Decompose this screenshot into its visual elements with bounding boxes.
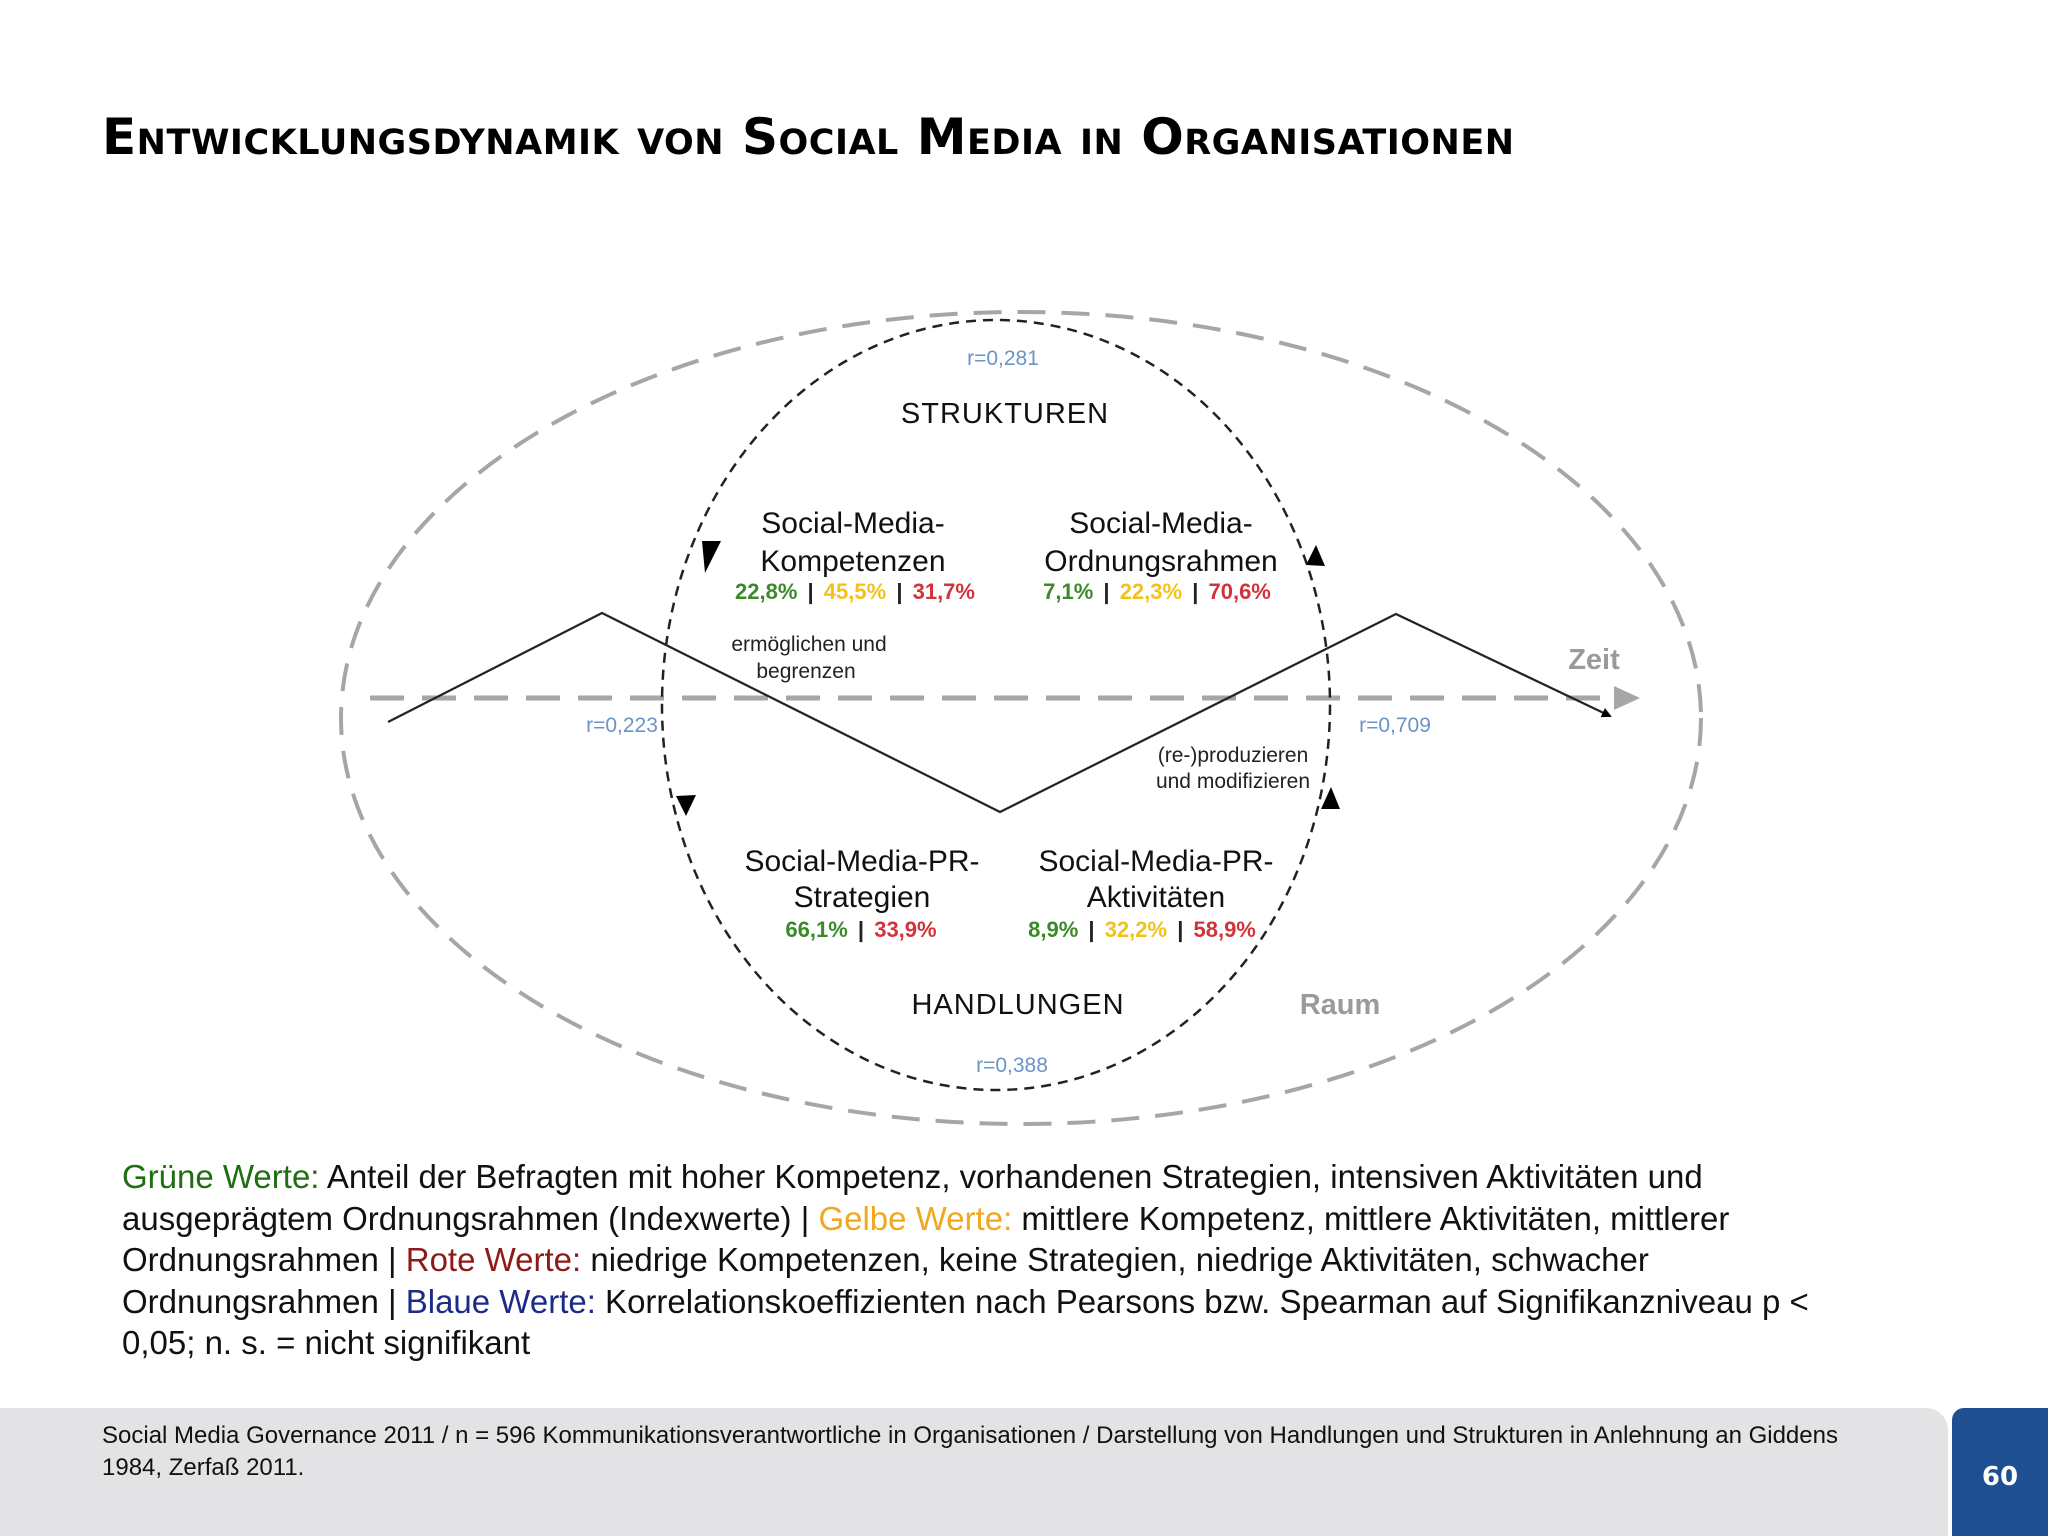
aktivitaeten-sep-1: | <box>1088 917 1095 942</box>
kompetenzen-values <box>735 579 975 604</box>
strategien-title-line2: Strategien <box>793 881 931 914</box>
kompetenzen-block <box>735 507 975 604</box>
ordnungsrahmen-yellow: 22,3% <box>1119 579 1183 604</box>
corr-right: r=0,709 <box>1359 714 1431 737</box>
legend-green-label: Grüne Werte: <box>122 1158 320 1195</box>
kompetenzen-title-line1: Social-Media- <box>761 507 945 540</box>
ordnungsrahmen-sep-2: | <box>1192 579 1199 604</box>
handlungen-label: HANDLUNGEN <box>911 989 1125 1021</box>
cycle-arrow-bottom-right <box>1321 787 1340 809</box>
caption-reproduce-line1: (re-)produzieren <box>1157 744 1309 767</box>
cycle-arrow-top-left <box>702 541 721 573</box>
kompetenzen-sep-1: | <box>807 579 814 604</box>
strategien-title-line1: Social-Media-PR- <box>744 845 980 878</box>
strategien-red: 33,9% <box>874 917 937 942</box>
ordnungsrahmen-title-line1: Social-Media- <box>1069 507 1253 540</box>
corr-left: r=0,223 <box>586 714 658 737</box>
cycle-arrow-bottom-left <box>676 795 696 816</box>
legend-green-text: Anteil der Befragten mit hoher Kompetenz, vorhandenen Strategien, intensiven Aktivitäten und ausgeprägtem Ordnungsrahmen (Indexwerte) | <box>122 1158 1703 1237</box>
kompetenzen-sep-2: | <box>896 579 903 604</box>
zeit-label: Zeit <box>1568 644 1620 676</box>
ordnungsrahmen-title-line2: Ordnungsrahmen <box>1044 545 1278 578</box>
cycle-arrow-top-right <box>1306 545 1325 566</box>
kompetenzen-yellow: 45,5% <box>823 579 887 604</box>
aktivitaeten-sep-2: | <box>1177 917 1184 942</box>
ordnungsrahmen-green: 7,1% <box>1043 579 1094 604</box>
legend-red-label: Rote Werte: <box>405 1241 582 1278</box>
strategien-green: 66,1% <box>785 917 848 942</box>
aktivitaeten-block <box>1028 845 1273 942</box>
ordnungsrahmen-values <box>1043 579 1271 604</box>
page-number: 60 <box>1981 1462 2019 1492</box>
slide-title: Entwicklungsdynamik von Social Media in Organisationen <box>102 108 1515 166</box>
legend-blue-label: Blaue Werte: <box>405 1282 596 1320</box>
strategien-sep-1: | <box>857 917 865 942</box>
strategien-values <box>785 917 936 942</box>
strukturen-label: STRUKTUREN <box>900 398 1110 430</box>
kompetenzen-red: 31,7% <box>912 579 975 604</box>
kompetenzen-green: 22,8% <box>735 579 798 604</box>
ordnungsrahmen-block <box>1043 507 1278 604</box>
kompetenzen-title-line2: Kompetenzen <box>760 545 946 578</box>
raum-label: Raum <box>1299 989 1381 1021</box>
legend-yellow-text: mittlere Kompetenz, mittlere Aktivitäten, mittlerer Ordnungsrahmen | <box>122 1199 1730 1278</box>
timeline-zigzag <box>388 613 1610 812</box>
caption-enable-line2: begrenzen <box>756 660 856 683</box>
caption-enable-line1: ermöglichen und <box>731 633 887 656</box>
strategien-block <box>744 845 979 942</box>
caption-reproduce-line2: und modifizieren <box>1155 770 1311 793</box>
legend-yellow-label: Gelbe Werte: <box>818 1199 1013 1237</box>
aktivitaeten-yellow: 32,2% <box>1104 917 1168 942</box>
aktivitaeten-values <box>1028 917 1256 942</box>
corr-top: r=0,281 <box>967 347 1039 370</box>
corr-bottom: r=0,388 <box>976 1054 1048 1077</box>
legend-blue-text: Korrelationskoeffizienten nach Pearsons bzw. Spearman auf Signifikanzniveau p < 0,05; n. s. = nicht signifikant <box>122 1282 1809 1361</box>
cycle-ellipse <box>662 320 1330 1090</box>
aktivitaeten-title-line2: Aktivitäten <box>1086 881 1226 914</box>
ordnungsrahmen-red: 70,6% <box>1208 579 1271 604</box>
time-axis-arrowhead <box>1614 686 1640 710</box>
aktivitaeten-green: 8,9% <box>1028 917 1079 942</box>
legend-text <box>122 1156 1842 1364</box>
aktivitaeten-red: 58,9% <box>1193 917 1256 942</box>
aktivitaeten-title-line1: Social-Media-PR- <box>1038 845 1274 878</box>
ordnungsrahmen-sep-1: | <box>1103 579 1110 604</box>
legend-red-text: niedrige Kompetenzen, keine Strategien, niedrige Aktivitäten, schwacher Ordnungsrahmen | <box>122 1241 1649 1320</box>
footer-source: Social Media Governance 2011 / n = 596 Kommunikationsverantwortliche in Organisationen / Darstellung von Handlungen und Strukturen in Anlehnung an Giddens 1984, Zerfaß 2011. <box>102 1422 1838 1481</box>
